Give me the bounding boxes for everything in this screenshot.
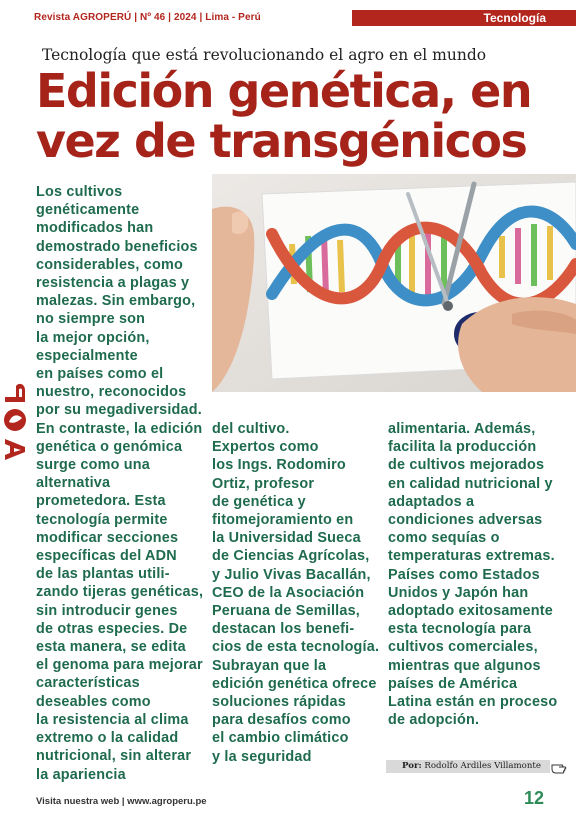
byline-prefix: Por:: [402, 761, 422, 771]
dna-scissors-photo: [212, 174, 576, 392]
article-column-1: [36, 183, 204, 784]
article-kicker: Tecnología que está revolucionando el agro en el mundo: [42, 46, 487, 64]
column-3-text: alimentaria. Además, facilita la producción de cultivos mejorados en calidad nutricional y adaptados a condiciones adversas como sequías o temperaturas extremas. Países como Estados Unidos y Japón han adoptado exitosamente esta tecnología para cultivos comerciales, mientras que algunos países de América Latina están en proceso de adopción.: [388, 421, 558, 729]
page-number: 12: [524, 788, 545, 808]
agroperu-logo: [2, 352, 28, 464]
dna-photo-illustration: [212, 174, 576, 392]
byline-author: Rodolfo Ardiles Villamonte: [424, 761, 541, 771]
article-column-3: [388, 420, 574, 729]
issue-info: Revista AGROPERÚ | Nº 46 | 2024 | Lima - Perú: [34, 12, 261, 23]
footer-website: Visita nuestra web | www.agroperu.pe: [36, 796, 207, 807]
column-2-text: del cultivo. Expertos como los Ings. Rodomiro Ortiz, profesor de genética y fitomejoramiento en la Universidad Sueca de Ciencias Agrícolas, y Julio Vivas Bacallán, CEO de la Asociación Peruana de Semillas, destacan los benefi- cios de esta tecnología. Subrayan que la edición genética ofrece soluciones rápidas para desafíos como el cambio climático y la seguridad: [212, 421, 380, 765]
pointing-hand-icon: [551, 759, 569, 773]
column-1-text: Los cultivos genéticamente modificados han demostrado beneficios considerables, como resistencia a plagas y malezas. Sin embargo, no siempre son la mejor opción, especialmente en países como el nuestro, reconocidos por su megadiversidad. En contraste, la edición genética o genómica surge como una alternativa prometedora. Esta tecnología permite modificar secciones específicas del ADN de las plantas utili- zando tijeras genéticas, sin introducir genes de otras especies. De esta manera, se edita el genoma para mejorar características deseables como la resistencia al clima extremo o la calidad nutricional, sin alterar la apariencia: [36, 184, 204, 783]
author-byline: [386, 760, 550, 773]
article-title: [36, 66, 576, 166]
title-line-1: Edición genética, en: [36, 64, 532, 118]
article-column-2: [212, 420, 382, 766]
title-line-2: vez de transgénicos: [36, 114, 527, 168]
section-tag: Tecnología: [352, 10, 576, 26]
agroperu-vertical-logo: [2, 352, 28, 464]
